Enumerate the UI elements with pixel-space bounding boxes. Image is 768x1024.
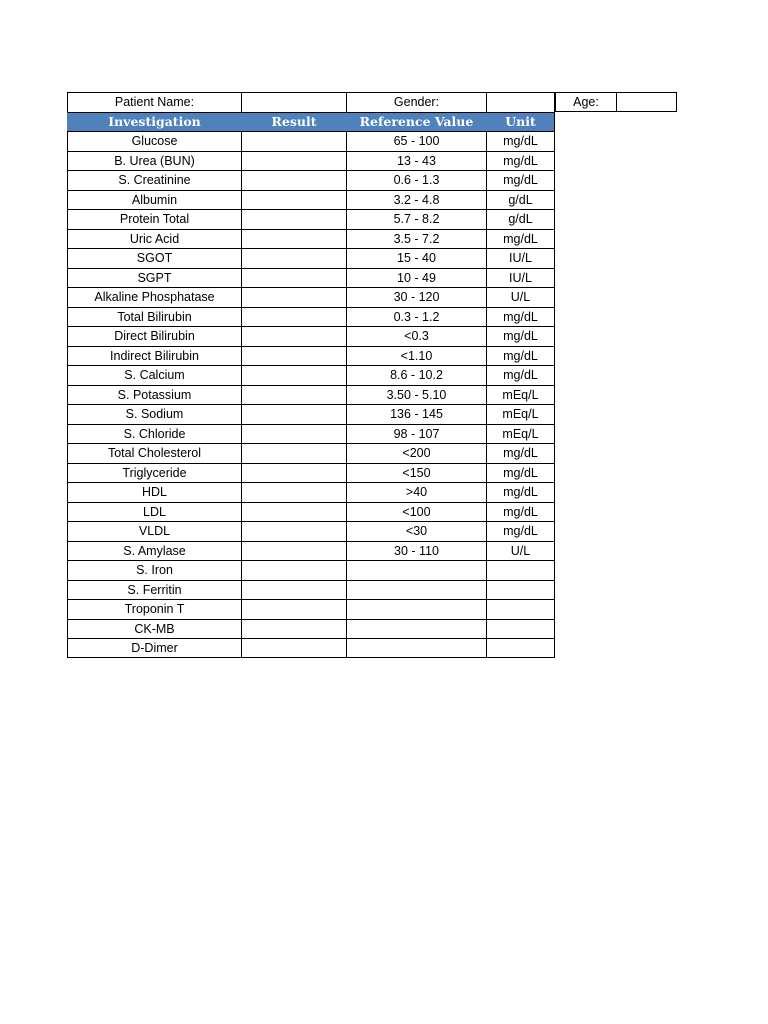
table-row	[67, 190, 677, 210]
investigation-cell: Albumin	[67, 190, 241, 210]
table-row	[67, 209, 677, 229]
unit-cell: IU/L	[486, 268, 555, 288]
investigation-cell: Alkaline Phosphatase	[67, 287, 241, 307]
result-cell[interactable]	[241, 463, 346, 483]
investigation-cell: Indirect Bilirubin	[67, 346, 241, 366]
reference-value-cell: <1.10	[346, 346, 486, 366]
reference-value-cell: 30 - 110	[346, 541, 486, 561]
table-row	[67, 365, 677, 385]
table-row	[67, 307, 677, 327]
investigation-cell: Triglyceride	[67, 463, 241, 483]
reference-value-cell: <30	[346, 521, 486, 541]
table-row	[67, 248, 677, 268]
table-row	[67, 229, 677, 249]
header-investigation: Investigation	[67, 112, 241, 132]
reference-value-cell: 13 - 43	[346, 151, 486, 171]
result-cell[interactable]	[241, 521, 346, 541]
unit-cell: mg/dL	[486, 443, 555, 463]
table-row	[67, 131, 677, 151]
investigation-cell: Total Cholesterol	[67, 443, 241, 463]
header-unit: Unit	[486, 112, 555, 132]
reference-value-cell: 30 - 120	[346, 287, 486, 307]
result-cell[interactable]	[241, 326, 346, 346]
result-cell[interactable]	[241, 560, 346, 580]
investigation-cell: Total Bilirubin	[67, 307, 241, 327]
investigation-cell: S. Chloride	[67, 424, 241, 444]
unit-cell: mEq/L	[486, 404, 555, 424]
unit-cell	[486, 619, 555, 639]
table-row	[67, 599, 677, 619]
reference-value-cell	[346, 619, 486, 639]
header-reference-value: Reference Value	[346, 112, 486, 132]
table-row	[67, 287, 677, 307]
investigation-cell: S. Ferritin	[67, 580, 241, 600]
unit-cell: mEq/L	[486, 424, 555, 444]
investigation-cell: S. Potassium	[67, 385, 241, 405]
reference-value-cell: 0.3 - 1.2	[346, 307, 486, 327]
reference-value-cell: 3.2 - 4.8	[346, 190, 486, 210]
result-cell[interactable]	[241, 131, 346, 151]
reference-value-cell: 3.50 - 5.10	[346, 385, 486, 405]
result-cell[interactable]	[241, 151, 346, 171]
result-cell[interactable]	[241, 502, 346, 522]
unit-cell	[486, 599, 555, 619]
patient-info-row	[67, 92, 677, 112]
unit-cell: U/L	[486, 287, 555, 307]
table-row	[67, 443, 677, 463]
table-row	[67, 482, 677, 502]
reference-value-cell: <200	[346, 443, 486, 463]
investigation-cell: D-Dimer	[67, 638, 241, 658]
investigation-cell: Troponin T	[67, 599, 241, 619]
unit-cell	[486, 638, 555, 658]
table-row	[67, 541, 677, 561]
header-result: Result	[241, 112, 346, 132]
result-cell[interactable]	[241, 443, 346, 463]
unit-cell: mg/dL	[486, 131, 555, 151]
investigation-cell: Protein Total	[67, 209, 241, 229]
reference-value-cell	[346, 560, 486, 580]
table-row	[67, 326, 677, 346]
investigation-cell: VLDL	[67, 521, 241, 541]
result-cell[interactable]	[241, 424, 346, 444]
investigation-cell: LDL	[67, 502, 241, 522]
patient-name-field[interactable]	[241, 92, 346, 112]
investigation-cell: S. Iron	[67, 560, 241, 580]
result-cell[interactable]	[241, 580, 346, 600]
investigation-cell: S. Creatinine	[67, 170, 241, 190]
result-cell[interactable]	[241, 287, 346, 307]
result-cell[interactable]	[241, 619, 346, 639]
unit-cell: mg/dL	[486, 521, 555, 541]
reference-value-cell: 136 - 145	[346, 404, 486, 424]
result-cell[interactable]	[241, 365, 346, 385]
reference-value-cell	[346, 580, 486, 600]
table-row	[67, 521, 677, 541]
unit-cell	[486, 560, 555, 580]
result-cell[interactable]	[241, 248, 346, 268]
investigation-cell: B. Urea (BUN)	[67, 151, 241, 171]
reference-value-cell: <100	[346, 502, 486, 522]
reference-value-cell: >40	[346, 482, 486, 502]
unit-cell: g/dL	[486, 190, 555, 210]
table-row	[67, 580, 677, 600]
reference-value-cell: 10 - 49	[346, 268, 486, 288]
table-header-row	[67, 112, 677, 132]
age-label: Age:	[555, 92, 616, 112]
table-row	[67, 346, 677, 366]
reference-value-cell: 65 - 100	[346, 131, 486, 151]
result-cell[interactable]	[241, 385, 346, 405]
investigation-cell: S. Amylase	[67, 541, 241, 561]
reference-value-cell: 3.5 - 7.2	[346, 229, 486, 249]
result-cell[interactable]	[241, 170, 346, 190]
unit-cell: mg/dL	[486, 307, 555, 327]
result-cell[interactable]	[241, 599, 346, 619]
unit-cell: mg/dL	[486, 463, 555, 483]
result-cell[interactable]	[241, 209, 346, 229]
table-row	[67, 268, 677, 288]
reference-value-cell	[346, 599, 486, 619]
unit-cell: g/dL	[486, 209, 555, 229]
table-row	[67, 170, 677, 190]
table-row	[67, 463, 677, 483]
unit-cell: IU/L	[486, 248, 555, 268]
reference-value-cell: 15 - 40	[346, 248, 486, 268]
age-field[interactable]	[616, 92, 677, 112]
reference-value-cell: 0.6 - 1.3	[346, 170, 486, 190]
unit-cell	[486, 580, 555, 600]
result-cell[interactable]	[241, 404, 346, 424]
unit-cell: mg/dL	[486, 170, 555, 190]
reference-value-cell: 5.7 - 8.2	[346, 209, 486, 229]
investigation-cell: SGPT	[67, 268, 241, 288]
table-body	[67, 131, 677, 658]
table-row	[67, 502, 677, 522]
result-cell[interactable]	[241, 307, 346, 327]
result-cell[interactable]	[241, 346, 346, 366]
investigation-cell: S. Sodium	[67, 404, 241, 424]
investigation-cell: CK-MB	[67, 619, 241, 639]
investigation-cell: SGOT	[67, 248, 241, 268]
table-row	[67, 385, 677, 405]
table-row	[67, 404, 677, 424]
investigation-cell: S. Calcium	[67, 365, 241, 385]
unit-cell: mg/dL	[486, 326, 555, 346]
table-row	[67, 151, 677, 171]
investigation-cell: Uric Acid	[67, 229, 241, 249]
result-cell[interactable]	[241, 229, 346, 249]
table-row	[67, 638, 677, 658]
table-row	[67, 560, 677, 580]
result-cell[interactable]	[241, 638, 346, 658]
reference-value-cell: 8.6 - 10.2	[346, 365, 486, 385]
unit-cell: U/L	[486, 541, 555, 561]
gender-label: Gender:	[346, 92, 486, 112]
investigation-cell: Direct Bilirubin	[67, 326, 241, 346]
reference-value-cell: 98 - 107	[346, 424, 486, 444]
result-cell[interactable]	[241, 482, 346, 502]
lab-report-sheet	[67, 92, 677, 658]
result-cell[interactable]	[241, 190, 346, 210]
investigation-cell: HDL	[67, 482, 241, 502]
unit-cell: mEq/L	[486, 385, 555, 405]
unit-cell: mg/dL	[486, 229, 555, 249]
unit-cell: mg/dL	[486, 502, 555, 522]
result-cell[interactable]	[241, 268, 346, 288]
unit-cell: mg/dL	[486, 151, 555, 171]
unit-cell: mg/dL	[486, 365, 555, 385]
reference-value-cell: <0.3	[346, 326, 486, 346]
table-row	[67, 619, 677, 639]
patient-name-label: Patient Name:	[67, 92, 241, 112]
unit-cell: mg/dL	[486, 346, 555, 366]
result-cell[interactable]	[241, 541, 346, 561]
gender-field[interactable]	[486, 92, 555, 112]
table-row	[67, 424, 677, 444]
unit-cell: mg/dL	[486, 482, 555, 502]
reference-value-cell: <150	[346, 463, 486, 483]
reference-value-cell	[346, 638, 486, 658]
investigation-cell: Glucose	[67, 131, 241, 151]
